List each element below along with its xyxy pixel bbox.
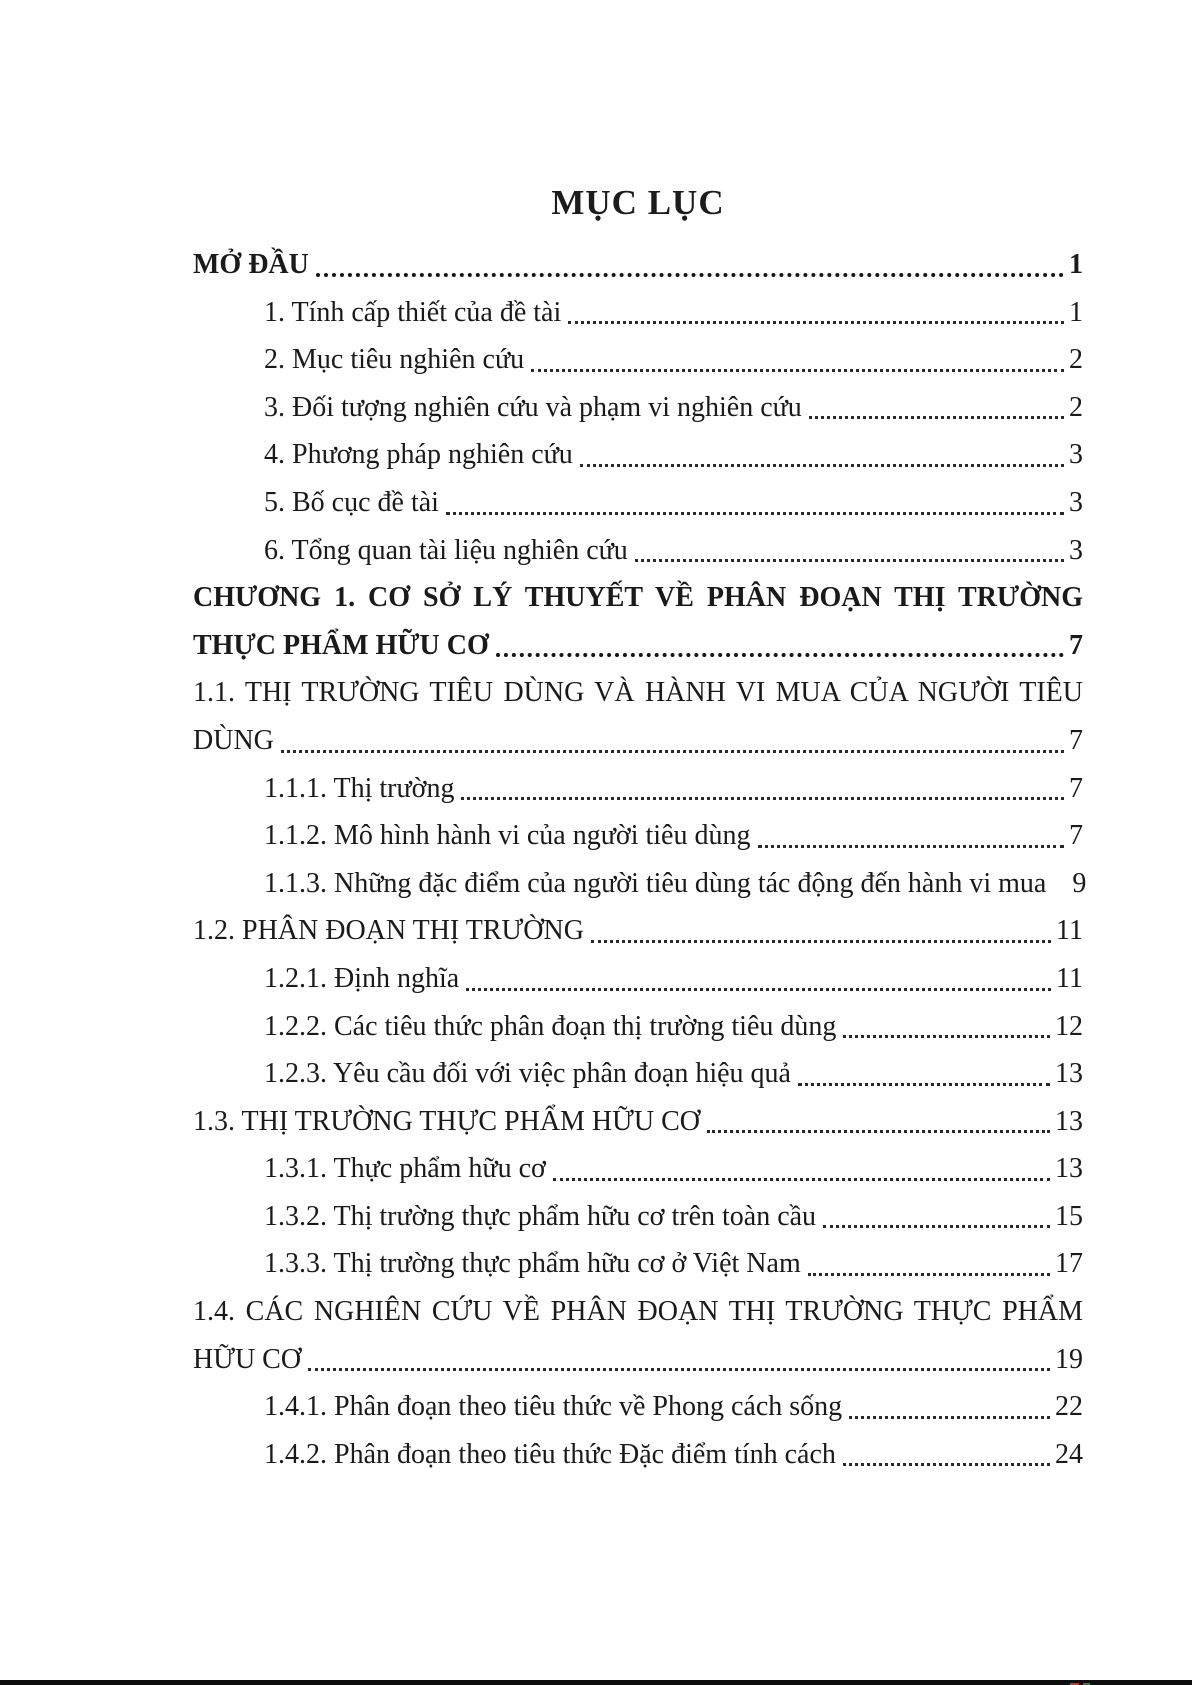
toc-entry xyxy=(193,1098,1083,1146)
dot-leader xyxy=(446,512,1064,515)
toc-page-number: 9 xyxy=(1072,867,1087,899)
toc-page-number: 11 xyxy=(1056,962,1083,994)
page-title: MỤC LỤC xyxy=(551,183,725,222)
toc-page-number: 3 xyxy=(1069,534,1083,566)
toc-page-number: 3 xyxy=(1069,486,1083,518)
toc-entry-label: 2. Mục tiêu nghiên cứu xyxy=(264,344,525,376)
toc-entry xyxy=(193,289,1083,337)
toc-entry-wrapped-line: 1.4. CÁC NGHIÊN CỨU VỀ PHÂN ĐOẠN THỊ TRƯỜNG THỰC PHẨM xyxy=(193,1296,1083,1328)
dot-leader xyxy=(823,1225,1050,1228)
toc-page-number: 24 xyxy=(1055,1438,1083,1470)
dot-leader xyxy=(461,797,1064,800)
toc-entry-label: 1.3. THỊ TRƯỜNG THỰC PHẨM HỮU CƠ xyxy=(193,1105,700,1137)
dot-leader xyxy=(496,653,1064,657)
toc-entry xyxy=(193,1145,1083,1193)
toc-page-number: 13 xyxy=(1055,1058,1083,1090)
dot-leader xyxy=(580,464,1064,467)
toc-page-number: 3 xyxy=(1069,439,1083,471)
toc-entry-label: 1.1.3. Những đặc điểm của người tiêu dùng tác động đến hành vi mua xyxy=(264,867,1047,899)
toc-entry-label: 3. Đối tượng nghiên cứu và phạm vi nghiên cứu xyxy=(264,391,802,423)
toc-entry-label: 6. Tổng quan tài liệu nghiên cứu xyxy=(264,534,628,566)
toc-page-number: 13 xyxy=(1055,1105,1083,1137)
toc-page-number: 1 xyxy=(1069,296,1083,328)
toc-page-number: 2 xyxy=(1069,344,1083,376)
toc-entry xyxy=(193,765,1083,813)
toc-entry xyxy=(193,431,1083,479)
dot-leader xyxy=(808,1273,1050,1276)
dot-leader xyxy=(553,1178,1050,1181)
toc-entry-wrapped-line: 1.1. THỊ TRƯỜNG TIÊU DÙNG VÀ HÀNH VI MUA CỦA NGƯỜI TIÊU xyxy=(193,677,1083,709)
toc-entry-wrapped-line: CHƯƠNG 1. CƠ SỞ LÝ THUYẾT VỀ PHÂN ĐOẠN THỊ TRƯỜNG xyxy=(193,582,1083,614)
dot-leader xyxy=(308,1368,1050,1371)
toc-entry xyxy=(193,1050,1083,1098)
toc-entry-label: 1.3.2. Thị trường thực phẩm hữu cơ trên toàn cầu xyxy=(264,1200,817,1232)
scan-edge-bar xyxy=(0,1680,1192,1685)
toc-page-number: 13 xyxy=(1055,1153,1083,1185)
toc-entry xyxy=(193,1431,1083,1479)
dot-leader xyxy=(809,416,1064,419)
toc-entry xyxy=(193,860,1087,908)
dot-leader xyxy=(635,559,1064,562)
toc-entry xyxy=(193,1336,1083,1384)
toc-page-number: 7 xyxy=(1069,724,1083,756)
dot-leader xyxy=(568,321,1064,324)
toc-entry-label: MỞ ĐẦU xyxy=(193,249,309,280)
toc-entry-label: 5. Bố cục đề tài xyxy=(264,486,439,518)
dot-leader xyxy=(531,369,1064,372)
toc-entry xyxy=(193,384,1083,432)
toc-entry-label: 1.2.3. Yêu cầu đối với việc phân đoạn hiệu quả xyxy=(264,1058,791,1090)
dot-leader xyxy=(466,988,1051,991)
toc-entry-label: 1.2.1. Định nghĩa xyxy=(264,962,460,994)
toc-entry xyxy=(193,479,1083,527)
toc-entry-label: 1.3.3. Thị trường thực phẩm hữu cơ ở Việt Nam xyxy=(264,1248,801,1280)
toc-entry-label: THỰC PHẨM HỮU CƠ xyxy=(193,629,489,661)
dot-leader xyxy=(849,1416,1050,1419)
toc-entry-label: 1.4.2. Phân đoạn theo tiêu thức Đặc điểm tính cách xyxy=(264,1438,836,1470)
toc-entry-label: 1.2.2. Các tiêu thức phân đoạn thị trường tiêu dùng xyxy=(264,1010,837,1042)
dot-leader xyxy=(758,845,1065,848)
toc-entry-label: 1.1.1. Thị trường xyxy=(264,772,455,804)
toc-page-number: 7 xyxy=(1069,820,1083,852)
toc-entry-label: 4. Phương pháp nghiên cứu xyxy=(264,439,573,471)
toc-entry xyxy=(193,336,1083,384)
toc-entry-label: HỮU CƠ xyxy=(193,1343,302,1375)
toc-page-number: 17 xyxy=(1055,1248,1083,1280)
toc-entry xyxy=(193,1383,1083,1431)
toc-entry xyxy=(193,717,1083,765)
dot-leader xyxy=(281,750,1064,753)
toc-entry-label: 1.3.1. Thực phẩm hữu cơ xyxy=(264,1153,546,1185)
toc-entry xyxy=(193,1240,1083,1288)
toc-page-number: 22 xyxy=(1055,1391,1083,1423)
toc-entry xyxy=(193,1003,1083,1051)
toc-entry xyxy=(193,812,1083,860)
toc-page-number: 19 xyxy=(1055,1343,1083,1375)
table-of-contents xyxy=(193,241,1087,1478)
toc-page-number: 15 xyxy=(1055,1200,1083,1232)
toc-entry xyxy=(193,1193,1083,1241)
toc-page-number: 11 xyxy=(1056,915,1083,947)
toc-entry xyxy=(193,241,1083,289)
toc-page-number: 2 xyxy=(1069,391,1083,423)
toc-page-number: 7 xyxy=(1069,772,1083,804)
toc-entry-label: 1.4.1. Phân đoạn theo tiêu thức về Phong cách sống xyxy=(264,1391,843,1423)
toc-entry-label: 1. Tính cấp thiết của đề tài xyxy=(264,296,562,328)
toc-entry-label: DÙNG xyxy=(193,724,274,756)
toc-entry xyxy=(193,907,1083,955)
toc-entry-label: 1.1.2. Mô hình hành vi của người tiêu dùng xyxy=(264,820,751,852)
dot-leader xyxy=(798,1083,1050,1086)
dot-leader xyxy=(591,940,1051,943)
dot-leader xyxy=(316,273,1064,277)
dot-leader xyxy=(707,1130,1050,1133)
toc-entry xyxy=(193,527,1083,575)
toc-entry xyxy=(193,622,1083,670)
toc-page-number: 12 xyxy=(1055,1010,1083,1042)
toc-page-number: 7 xyxy=(1069,629,1083,661)
toc-entry-label: 1.2. PHÂN ĐOẠN THỊ TRƯỜNG xyxy=(193,915,584,947)
dot-leader xyxy=(843,1035,1050,1038)
dot-leader xyxy=(843,1463,1050,1466)
toc-entry xyxy=(193,955,1083,1003)
toc-page-number: 1 xyxy=(1069,249,1083,280)
